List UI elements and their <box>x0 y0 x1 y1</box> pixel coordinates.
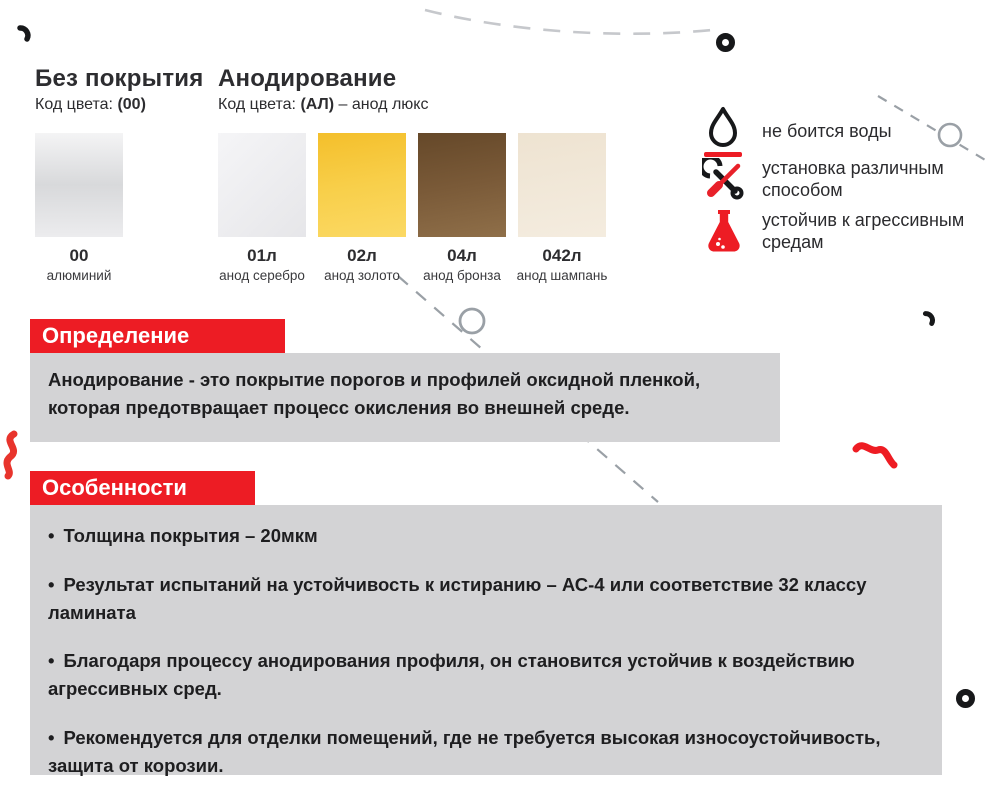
swatch-code: 01л <box>247 246 277 265</box>
feature-bullet: • Толщина покрытия – 20мкм <box>48 522 924 550</box>
donut-dot-icon <box>956 689 975 708</box>
code-value: (АЛ) <box>300 96 335 113</box>
swatch-aluminium <box>24 133 134 283</box>
benefit-label: устойчив к агрессивным средам <box>762 210 965 252</box>
code-prefix: Код цвета: <box>35 96 113 113</box>
swatch-name: анод золото <box>324 268 400 283</box>
no-coating-code-line <box>35 96 203 114</box>
red-squiggle-right <box>850 436 902 476</box>
anodizing-title: Анодирование <box>218 65 397 92</box>
benefit-label: установка различным способом <box>762 158 944 200</box>
donut-dot-icon <box>716 33 735 52</box>
color-chip <box>218 133 306 237</box>
color-chip <box>35 133 123 237</box>
swatch-code: 02л <box>347 246 377 265</box>
color-chip <box>518 133 606 237</box>
swatch-name: анод серебро <box>219 268 305 283</box>
no-coating-title: Без покрытия <box>35 65 204 92</box>
features-title: Особенности <box>42 475 187 500</box>
benefit-installation <box>700 158 967 202</box>
no-coating-header <box>35 66 203 114</box>
feature-bullet: • Рекомендуется для отделки помещений, где не требуется высокая износоустойчивость, защита от корозии. <box>48 724 924 780</box>
code-suffix: – анод люкс <box>338 96 429 113</box>
benefit-water <box>700 106 967 158</box>
swatch-anod-bronze <box>407 133 517 283</box>
swatch-name: анод бронза <box>423 268 501 283</box>
definition-banner <box>30 319 285 353</box>
swatch-anod-champagne <box>507 133 617 283</box>
anodizing-code-line <box>218 96 428 114</box>
tools-icon <box>700 158 746 202</box>
features-banner <box>30 471 255 505</box>
benefit-label: не боится воды <box>762 121 892 142</box>
definition-panel <box>30 353 780 442</box>
comma-mark-icon <box>14 24 34 44</box>
definition-title: Определение <box>42 323 190 348</box>
water-drop-icon <box>700 106 746 158</box>
swatch-name: анод шампань <box>516 268 608 283</box>
swatch-code: 04л <box>447 246 477 265</box>
code-prefix: Код цвета: <box>218 96 296 113</box>
color-chip <box>418 133 506 237</box>
code-value: (00) <box>117 96 146 113</box>
swatch-name: алюминий <box>46 268 112 283</box>
dashed-curve-top <box>420 0 720 45</box>
anodizing-header <box>218 66 428 114</box>
color-chip <box>318 133 406 237</box>
swatch-code: 00 <box>69 246 89 265</box>
red-underline <box>704 152 742 157</box>
feature-bullet: • Благодаря процессу анодирования профиля, он становится устойчив к воздействию агрессивных сред. <box>48 647 924 703</box>
swatch-anod-gold <box>307 133 417 283</box>
definition-body: Анодирование - это покрытие порогов и профилей оксидной пленкой, которая предотвращает процесс окисления во внешней среде. <box>48 369 701 418</box>
red-squiggle-left <box>0 428 30 482</box>
flask-icon <box>700 208 746 256</box>
features-panel <box>30 505 942 775</box>
comma-mark-icon <box>920 310 938 328</box>
swatch-code: 042л <box>542 246 582 265</box>
feature-bullet: • Результат испытаний на устойчивость к истиранию – АС-4 или соответствие 32 классу ламината <box>48 571 924 627</box>
benefit-aggressive <box>700 208 967 256</box>
swatch-anod-silver <box>207 133 317 283</box>
